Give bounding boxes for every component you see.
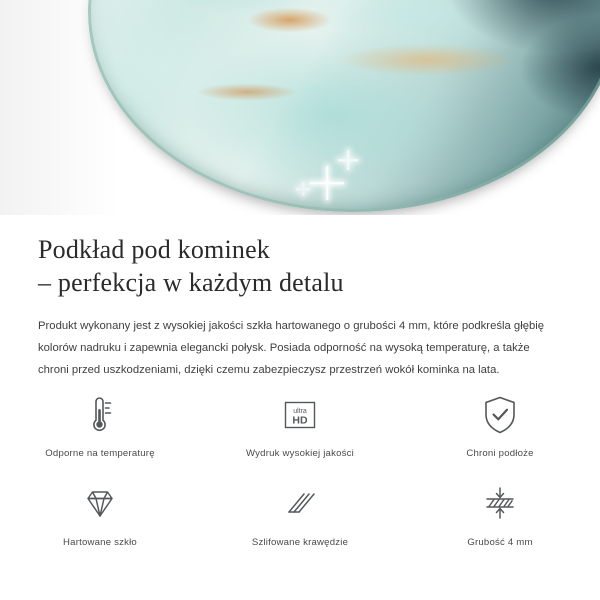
thickness-arrows-icon (480, 481, 520, 527)
feature-item (400, 481, 600, 548)
feature-label: Wydruk wysokiej jakości (246, 448, 354, 459)
product-disc-marble (88, 0, 600, 212)
feature-item (200, 392, 400, 459)
ultra-hd-icon (280, 392, 320, 438)
diamond-icon (80, 481, 120, 527)
feature-label: Szlifowane krawędzie (251, 537, 349, 548)
page-title-line-2: – perfekcja w każdym detalu (38, 268, 344, 297)
disc-glass-edge (88, 0, 600, 212)
feature-item (0, 481, 200, 548)
content-block (0, 215, 600, 381)
svg-text:ultra: ultra (293, 408, 307, 416)
page-title (38, 233, 600, 299)
feature-label: Chroni podłoże (466, 448, 534, 459)
thermometer-icon (83, 392, 117, 438)
feature-item (200, 481, 400, 548)
feature-item (400, 392, 600, 459)
feature-label: Grubość 4 mm (467, 537, 533, 548)
polished-edges-icon (280, 481, 320, 527)
feature-label: Odporne na temperaturę (45, 448, 155, 459)
feature-label: Hartowane szkło (63, 537, 137, 548)
svg-text:HD: HD (292, 414, 308, 427)
feature-item (0, 392, 200, 459)
disc-gloss-highlight (88, 0, 459, 20)
hero-image (0, 0, 600, 215)
page-edge-shadow (0, 0, 120, 215)
feature-grid (0, 392, 600, 548)
description-paragraph: Produkt wykonany jest z wysokiej jakości szkła hartowanego o grubości 4 mm, które podkreśla głębię kolorów nadruku i zapewnia elegancki połysk. Posiada odporność na wysoką temperaturę, a także chroni przed uszkodzeniami, dzięki czemu zabezpieczysz przestrzeń wokół kominka na lata. (38, 320, 545, 376)
shield-check-icon (482, 392, 518, 438)
page-title-line-1: Podkład pod kominek (38, 235, 271, 264)
